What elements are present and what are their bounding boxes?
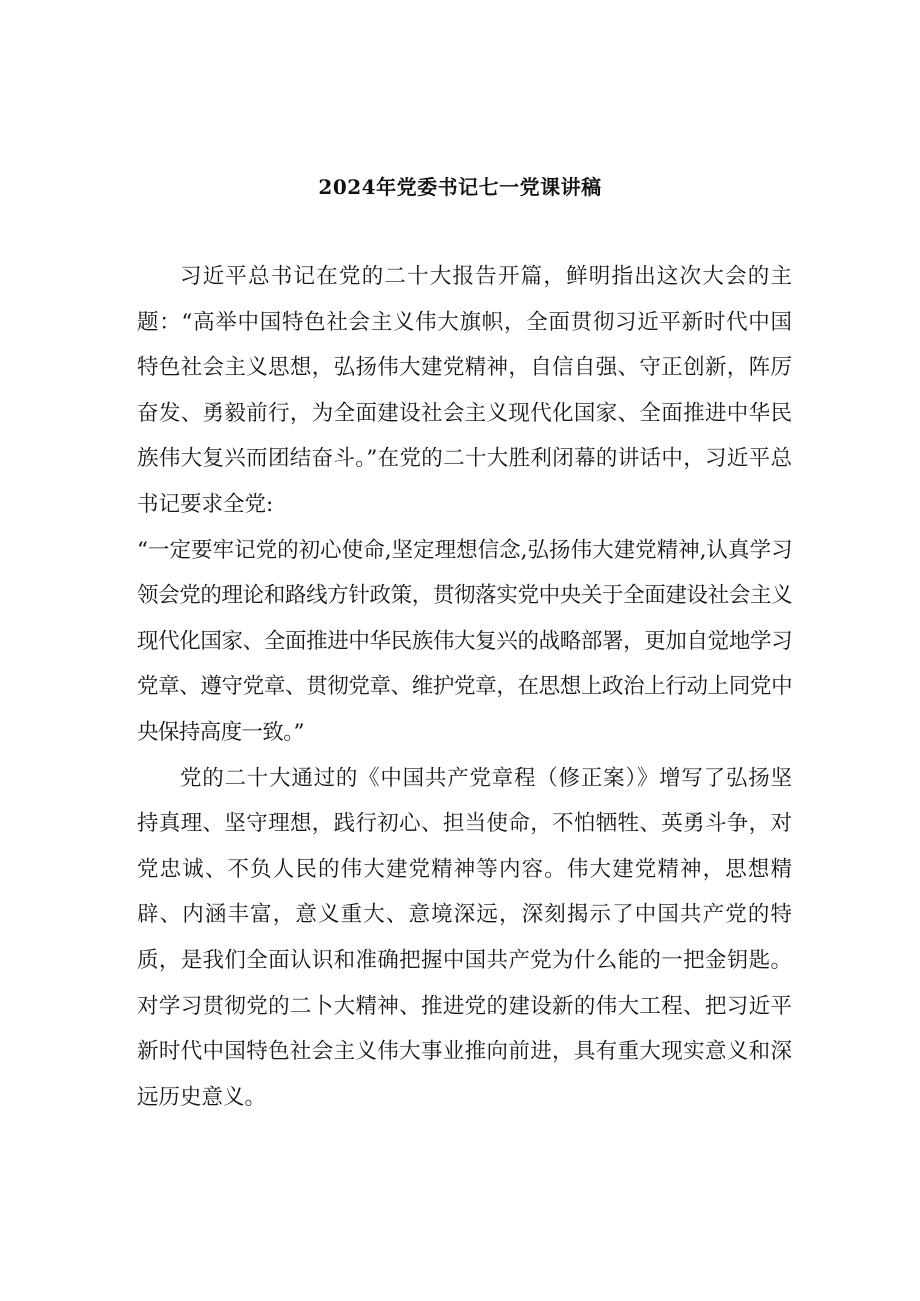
paragraph-quote: “一定要牢记党的初心使命,坚定理想信念,弘扬伟大建党精神,认真学习领会党的理论和路线方针政策，贯彻落实党中央关于全面建设社会主义现代化国家、全面推进中华民族伟大复兴的战略部署，更加自觉地学习党章、遵守党章、贯彻党章、维护党章，在思想上政治上行动上同党中央保持高度一致。”	[137, 537, 792, 745]
document-body	[137, 254, 792, 1120]
paragraph-intro: 习近平总书记在党的二十大报告开篇，鲜明指出这次大会的主题：“高举中国特色社会主义伟大旗帜，全面贯彻习近平新时代中国特色社会主义思想，弘扬伟大建党精神，自信自强、守正创新，阵厉奋发、勇毅前行，为全面建设社会主义现代化国家、全面推进中华民族伟大复兴而团结奋斗。”在党的二十大胜利闭幕的讲话中，习近平总书记要求全党:	[137, 264, 792, 517]
paragraph-party-constitution: 党的二十大通过的《中国共产党章程（修正案）》增写了弘扬坚持真理、坚守理想，践行初心、担当使命，不怕牺牲、英勇斗争，对党忠诚、不负人民的伟大建党精神等内容。伟大建党精神，思想精辟、内涵丰富，意义重大、意境深远，深刻揭示了中国共产党的特质，是我们全面认识和准确把握中国共产党为什么能的一把金钥匙。对学习贯彻党的二卜大精神、推进党的建设新的伟大工程、把习近平新时代中国特色社会主义伟大事业推向前进，具有重大现实意义和深远历史意义。	[137, 765, 792, 1110]
document-title: 2024年党委书记七一党课讲稿	[318, 175, 602, 199]
